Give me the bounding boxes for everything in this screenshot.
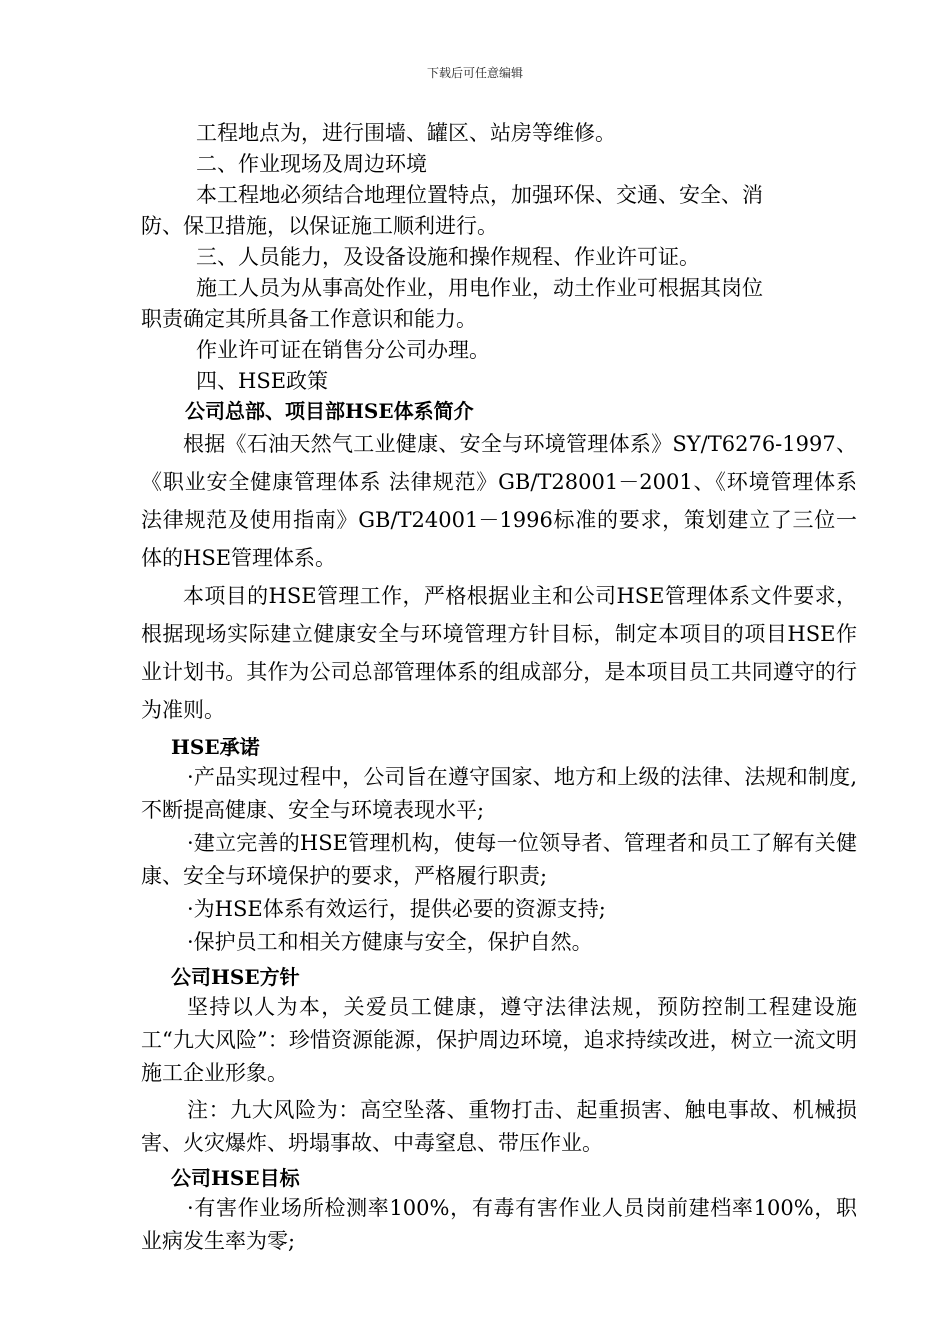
paragraph-work-permit: 作业许可证在销售分公司办理。 — [196, 338, 490, 362]
paragraph-policy: 坚持以人为本，关爱员工健康，遵守法律法规，预防控制工程建设施工“九大风险”：珍惜资源能源，保护周边环境，追求持续改进，树立一流文明施工企业形象。 — [141, 995, 857, 1085]
heading-hse-policy: 公司HSE方针 — [171, 965, 300, 989]
commitment-item: ·产品实现过程中，公司旨在遵守国家、地方和上级的法律、法规和制度,不断提高健康、安全与环境表现水平; — [141, 765, 857, 822]
project-overview-block — [141, 118, 857, 397]
paragraph-environment-line1: 本工程地必须结合地理位置特点，加强环保、交通、安全、消 — [196, 183, 763, 207]
subheading-site-environment: 二、作业现场及周边环境 — [196, 152, 427, 176]
commitment-item: ·为HSE体系有效运行，提供必要的资源支持; — [187, 897, 606, 921]
paragraph-standards: 根据《石油天然气工业健康、安全与环境管理体系》SY/T6276-1997、《职业安全健康管理体系 法律规范》GB/T28001－2001、《环境管理体系 法律规范及使用指南》GB/T24001－1996标准的要求，策划建立了三位一体的HSE管理体系。 — [141, 432, 857, 570]
heading-hse-goals: 公司HSE目标 — [171, 1166, 300, 1190]
subheading-personnel-ability: 三、人员能力，及设备设施和操作规程、作业许可证。 — [196, 245, 700, 269]
goal-item: ·有害作业场所检测率100%，有毒有害作业人员岗前建档率100%，职业病发生率为零; — [141, 1196, 857, 1253]
commitment-item: ·保护员工和相关方健康与安全，保护自然。 — [187, 930, 593, 954]
paragraph-environment-line2: 防、保卫措施，以保证施工顺利进行。 — [141, 214, 498, 238]
paragraph-nine-risks: 注：九大风险为：高空坠落、重物打击、起重损害、触电事故、机械损害、火灾爆炸、坍塌事故、中毒窒息、带压作业。 — [141, 1098, 857, 1155]
paragraph-personnel-line2: 职责确定其所具备工作意识和能力。 — [141, 307, 477, 331]
paragraph-site-location: 工程地点为，进行围墙、罐区、站房等维修。 — [196, 121, 616, 145]
heading-hse-system-intro: 公司总部、项目部HSE体系简介 — [185, 399, 474, 423]
document-body — [141, 118, 857, 1258]
paragraph-project-hse: 本项目的HSE管理工作，严格根据业主和公司HSE管理体系文件要求，根据现场实际建立健康安全与环境管理方针目标，制定本项目的项目HSE作业计划书。其作为公司总部管理体系的组成部分，是本项目员工共同遵守的行为准则。 — [141, 584, 857, 722]
heading-hse-commitment: HSE承诺 — [171, 735, 260, 759]
paragraph-personnel-line1: 施工人员为从事高处作业，用电作业，动土作业可根据其岗位 — [196, 276, 763, 300]
commitment-item: ·建立完善的HSE管理机构，使每一位领导者、管理者和员工了解有关健康、安全与环境保护的要求，严格履行职责; — [141, 831, 857, 888]
page-header-note: 下载后可任意编辑 — [426, 66, 523, 80]
subheading-hse-policy: 四、HSE政策 — [196, 369, 329, 393]
